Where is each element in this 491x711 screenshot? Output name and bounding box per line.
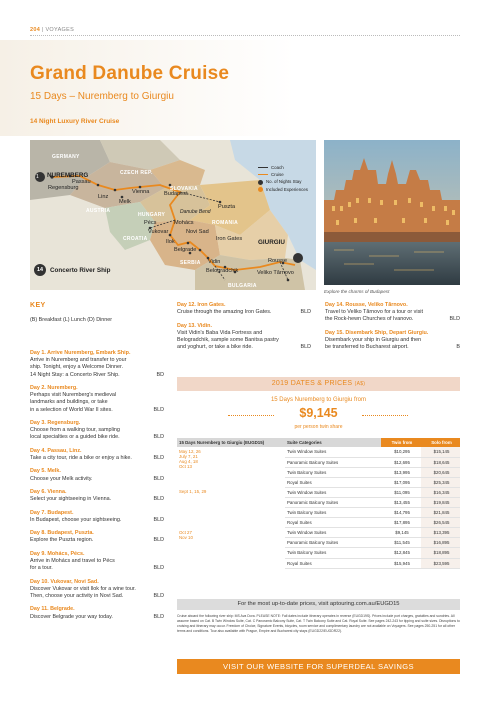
map-city-vienna: Vienna xyxy=(132,189,150,195)
day-last-line xyxy=(177,344,311,351)
key-heading: KEY xyxy=(30,302,46,309)
itinerary-day xyxy=(177,323,311,352)
key-text: (B) Breakfast (L) Lunch (D) Dinner xyxy=(30,317,113,323)
day-last-line xyxy=(30,434,164,441)
departure-date: Sept 1, 15, 29 xyxy=(179,489,207,495)
day-text: 14 Night Stay: a Concerto River Ship. xyxy=(30,371,120,378)
day-text: Arrive in Mohács and travel to Pécs xyxy=(30,557,115,564)
legend-experiences: Included Experiences xyxy=(258,186,308,193)
map-city-vukovar: Vukovar xyxy=(148,229,169,235)
map-label-croatia: CROATIA xyxy=(123,236,148,242)
day-heading: Day 5. Melk. xyxy=(30,468,61,475)
prices-website-bar[interactable]: For the most up-to-date prices, visit aptouring.com.au/EUGD15 xyxy=(177,599,460,610)
day-heading: Day 13. Vidin. xyxy=(177,322,212,329)
twin-price: $17,895 xyxy=(381,518,421,528)
solo-price: $16,345 xyxy=(421,487,460,497)
day-last-line xyxy=(325,316,460,323)
day-heading: Day 10. Vukovar, Novi Sad. xyxy=(30,578,99,585)
price-row xyxy=(177,487,460,497)
day-text: Choose from a walking tour, sampling xyxy=(30,427,120,434)
twin-price: $9,145 xyxy=(381,528,421,538)
col-twin: Twin from xyxy=(381,438,421,447)
meal-code: BLD xyxy=(153,496,164,503)
itinerary-day xyxy=(30,385,164,414)
itinerary-day xyxy=(30,530,164,544)
day-text: Select your sightseeing in Vienna. xyxy=(30,496,112,503)
departure-date: July 7, 21 xyxy=(179,454,198,459)
meal-code: BLD xyxy=(153,592,164,599)
twin-price: $10,295 xyxy=(381,447,421,457)
map-city-regensburg: Regensburg xyxy=(48,185,79,191)
day-last-line xyxy=(30,407,164,414)
twin-price: $14,795 xyxy=(381,508,421,518)
solo-price: $23,595 xyxy=(421,558,460,568)
itinerary-column-3 xyxy=(325,302,460,358)
suite-category: Panoramic Balcony Suites xyxy=(285,538,381,548)
day-text: Perhaps visit Nuremberg's medieval xyxy=(30,392,117,399)
day-heading: Day 6. Vienna. xyxy=(30,488,67,495)
meal-code: BLD xyxy=(300,309,311,316)
map-legend xyxy=(258,164,308,193)
departure-dates xyxy=(177,447,285,487)
solo-price: $21,845 xyxy=(421,508,460,518)
solo-price: $20,645 xyxy=(421,467,460,477)
legend-nights: No. of Nights Stay xyxy=(258,178,308,185)
day-text: Visit Vidin's Baba Vida Fortress and xyxy=(177,329,263,336)
day-text: the Rock-hewn Churches of Ivanovo. xyxy=(325,316,414,323)
suite-category: Twin Window Suites xyxy=(285,487,381,497)
day-last-line xyxy=(30,496,164,503)
map-label-germany: GERMANY xyxy=(52,154,80,160)
twin-price: $11,545 xyxy=(381,538,421,548)
departure-date: Aug 4, 18 xyxy=(179,459,198,464)
departure-date: Oct 27 xyxy=(179,529,192,535)
solo-price: $18,645 xyxy=(421,457,460,467)
map-danube-bend: Danube Bend xyxy=(180,209,211,215)
day-last-line xyxy=(30,593,164,600)
day-last-line xyxy=(30,476,164,483)
solo-price: $19,845 xyxy=(421,497,460,507)
day-last-line xyxy=(30,565,164,572)
price-dash-right xyxy=(362,415,408,416)
day-heading: Day 12. Iron Gates. xyxy=(177,302,226,308)
map-city-veliko: Veliko Tărnovo xyxy=(257,270,294,276)
suite-category: Royal Suites xyxy=(285,518,381,528)
departure-dates xyxy=(177,487,285,527)
itinerary-day xyxy=(30,468,164,482)
twin-price: $12,695 xyxy=(381,457,421,467)
day-text: in a selection of World War II sites. xyxy=(30,406,113,413)
itinerary-day xyxy=(30,551,164,573)
day-text: Belogradchik, sample some Banitsa pastry xyxy=(177,337,279,343)
solo-price: $16,895 xyxy=(421,538,460,548)
top-rule xyxy=(30,35,460,36)
suite-category: Twin Window Suites xyxy=(285,447,381,457)
day-text: Take a city tour, ride a bike or enjoy a hike. xyxy=(30,455,132,461)
col-solo: Solo from xyxy=(421,438,460,447)
map-city-belogradchik: Belogradchik xyxy=(206,268,239,274)
fine-print: Cruise aboard the following river ship: MS Ava Dora. PLEASE NOTE: Fall dates include itinerary operates in reverse (EUGD19S). Prices include port charges, gratuities and sundries. All assume based on Cat. B Twin Window Suite, Cat. C Panoramic Balcony Suite, Cat. T Twin Balcony Suite and Cat. Royal Suite. See pages 242-243 for tipping and suite sizes. Disruptions to cruising and itinerary may occur. Freedom of Choice, Signature Events, bicycles, room service and complimentary laundry are not available on Voyagers. See pages 250-251 for all other terms and conditions. Tour also available with Prague, Empire and Bucharest city stays (EUGD22/EUGDR22). xyxy=(177,614,460,633)
twin-price: $15,945 xyxy=(381,558,421,568)
map-city-linz: Linz xyxy=(98,194,109,200)
day-last-line xyxy=(30,517,164,524)
day-text: and yoghurt, or take a bike ride. xyxy=(177,344,253,351)
day-last-line xyxy=(177,309,311,316)
day-text: Explore the Puszta region. xyxy=(30,537,94,544)
route-map xyxy=(30,140,316,290)
suite-category: Twin Window Suites xyxy=(285,528,381,538)
departure-date: Nov 10 xyxy=(179,534,193,540)
page-header: 204 | VOYAGES xyxy=(30,27,75,33)
price-row xyxy=(177,447,460,457)
solo-price: $25,345 xyxy=(421,477,460,487)
itinerary-day xyxy=(30,350,164,379)
photo-caption: Explore the charms of Budapest xyxy=(324,289,390,294)
map-label-serbia: SERBIA xyxy=(180,260,201,266)
price-row xyxy=(177,528,460,538)
map-badge-nights: 14 xyxy=(37,267,43,273)
itinerary-day xyxy=(30,489,164,503)
day-text: local specialties or a guided bike ride. xyxy=(30,434,120,441)
solo-price: $26,545 xyxy=(421,518,460,528)
meal-code: BLD xyxy=(153,434,164,441)
solo-price: $18,895 xyxy=(421,548,460,558)
meal-code: BLD xyxy=(153,537,164,544)
meal-code: BLD xyxy=(153,406,164,413)
itinerary-day xyxy=(30,448,164,462)
day-text: landmarks and buildings, or take xyxy=(30,399,108,406)
map-city-pecs: Pécs xyxy=(144,220,157,226)
prices-table-body xyxy=(177,447,460,568)
itinerary-column-1 xyxy=(30,350,164,627)
day-heading: Day 8. Budapest, Puszta. xyxy=(30,530,94,537)
budapest-photo xyxy=(324,140,460,285)
map-city-puszta: Puszta xyxy=(218,204,236,210)
day-last-line xyxy=(30,372,164,379)
twin-price: $17,095 xyxy=(381,477,421,487)
map-city-vidin: Vidin xyxy=(208,259,221,265)
day-heading: Day 2. Nuremberg. xyxy=(30,385,78,391)
map-city-melk: Melk xyxy=(119,199,131,205)
day-text: be transferred to Bucharest airport. xyxy=(325,344,409,351)
map-label-slovakia: SLOVAKIA xyxy=(170,186,198,192)
day-heading: Day 9. Mohács, Pécs. xyxy=(30,550,85,557)
meal-code: B xyxy=(456,344,460,351)
departure-date: May 12, 26 xyxy=(179,449,201,454)
suite-category: Panoramic Balcony Suites xyxy=(285,457,381,467)
day-last-line xyxy=(30,614,164,621)
twin-price: $13,455 xyxy=(381,497,421,507)
price-from: $9,145 xyxy=(299,406,338,420)
departure-dates xyxy=(177,528,285,568)
legend-cruise: Cruise xyxy=(258,171,308,178)
solo-price: $13,395 xyxy=(421,528,460,538)
day-text: Choose your Melk activity. xyxy=(30,475,93,482)
day-text: Cruise through the amazing Iron Gates. xyxy=(177,309,272,316)
solo-price: $15,145 xyxy=(421,447,460,457)
day-heading: Day 15. Disembark Ship, Depart Giurgiu. xyxy=(325,329,429,336)
meal-code: BLD xyxy=(153,475,164,482)
day-heading: Day 4. Passau, Linz. xyxy=(30,447,82,454)
map-city-rousse: Rousse xyxy=(268,258,287,264)
map-label-romania: ROMANIA xyxy=(212,220,238,226)
suite-category: Royal Suites xyxy=(285,558,381,568)
meal-code: BLD xyxy=(153,516,164,523)
departure-date: Oct 13 xyxy=(179,464,192,469)
twin-price: $13,995 xyxy=(381,467,421,477)
day-text: Travel to Veliko Tărnovo for a tour or visit xyxy=(325,309,423,316)
map-city-belgrade: Belgrade xyxy=(174,247,197,253)
map-city-nuremberg: NUREMBERG xyxy=(47,172,89,179)
visit-website-button[interactable]: VISIT OUR WEBSITE FOR SUPERDEAL SAVINGS xyxy=(177,659,460,674)
map-city-giurgiu: GIURGIU xyxy=(258,239,285,246)
twin-price: $12,845 xyxy=(381,548,421,558)
day-heading: Day 3. Regensburg. xyxy=(30,420,81,426)
day-text: In Budapest, choose your sightseeing. xyxy=(30,516,122,523)
map-label-austria: AUSTRIA xyxy=(86,208,111,214)
day-last-line xyxy=(30,455,164,462)
map-city-iron-gates: Iron Gates xyxy=(216,236,243,242)
prices-table-header xyxy=(177,438,460,447)
map-city-novi-sad: Novi Sad xyxy=(186,229,209,235)
itinerary-day xyxy=(177,302,311,316)
map-city-budapest: Budapest xyxy=(164,191,188,197)
itinerary-column-2 xyxy=(177,302,311,358)
map-label-hungary: HUNGARY xyxy=(138,212,166,218)
itinerary-day xyxy=(30,510,164,524)
itinerary-day xyxy=(30,420,164,442)
map-city-ilok: Ilok xyxy=(166,239,175,245)
meal-code: BLD xyxy=(153,565,164,572)
map-city-mohacs: Mohács xyxy=(174,220,194,226)
itinerary-day xyxy=(325,302,460,324)
suite-category: Royal Suites xyxy=(285,477,381,487)
suite-category: Panoramic Balcony Suites xyxy=(285,497,381,507)
day-text: Arrive in Nuremberg and transfer to your xyxy=(30,357,127,364)
meal-code: BLD xyxy=(153,613,164,620)
meal-code: BLD xyxy=(449,316,460,323)
map-label-bulgaria: BULGARIA xyxy=(228,283,257,289)
day-text: for a tour. xyxy=(30,565,53,572)
day-last-line xyxy=(30,537,164,544)
itinerary-day xyxy=(30,606,164,620)
itinerary-day xyxy=(30,579,164,601)
day-heading: Day 11. Belgrade. xyxy=(30,606,75,613)
map-ship-label: Concerto River Ship xyxy=(50,267,111,274)
tagline: 14 Night Luxury River Cruise xyxy=(30,118,120,125)
meal-code: BLD xyxy=(300,344,311,351)
meal-code: BLD xyxy=(153,455,164,461)
day-text: ship. Tonight, enjoy a Welcome Dinner. xyxy=(30,364,123,371)
legend-coach: Coach xyxy=(258,164,308,171)
itinerary-day xyxy=(325,330,460,352)
day-text: Discover Vukovar or visit Ilok for a wine tour. xyxy=(30,585,136,592)
suite-category: Twin Balcony Suites xyxy=(285,508,381,518)
map-label-czech: CZECH REP. xyxy=(120,170,153,176)
prices-table xyxy=(177,438,460,569)
suite-category: Twin Balcony Suites xyxy=(285,467,381,477)
day-last-line xyxy=(325,344,460,351)
meal-code: BD xyxy=(156,371,164,378)
price-route: 15 Days Nuremberg to Giurgiu from xyxy=(270,397,367,403)
col-suite: Suite Categories xyxy=(285,438,381,447)
section-name: VOYAGES xyxy=(45,27,75,33)
page-number: 204 xyxy=(30,27,41,33)
suite-category: Twin Balcony Suites xyxy=(285,548,381,558)
dates-prices-heading: 2019 DATES & PRICES (A$) xyxy=(177,377,460,391)
col-tour: 15 Days Nuremberg to Giurgiu (EUGD15) xyxy=(177,438,285,447)
day-heading: Day 14. Rousse, Veliko Tărnovo. xyxy=(325,302,408,308)
page-title: Grand Danube Cruise xyxy=(30,63,230,84)
price-basis: per person twin share xyxy=(294,424,343,430)
day-text: Then, choose your activity in Novi Sad. xyxy=(30,592,124,599)
map-badge-start: 1 xyxy=(36,174,39,180)
budapest-photo-graphic xyxy=(324,140,460,285)
page-subtitle: 15 Days – Nuremberg to Giurgiu xyxy=(30,91,174,102)
day-heading: Day 1. Arrive Nuremberg, Embark Ship. xyxy=(30,350,131,356)
map-city-passau: Passau xyxy=(72,179,91,185)
day-text: Disembark your ship in Giurgiu and then xyxy=(325,337,422,343)
twin-price: $11,095 xyxy=(381,487,421,497)
day-text: Discover Belgrade your way today. xyxy=(30,613,113,620)
day-heading: Day 7. Budapest. xyxy=(30,509,74,516)
